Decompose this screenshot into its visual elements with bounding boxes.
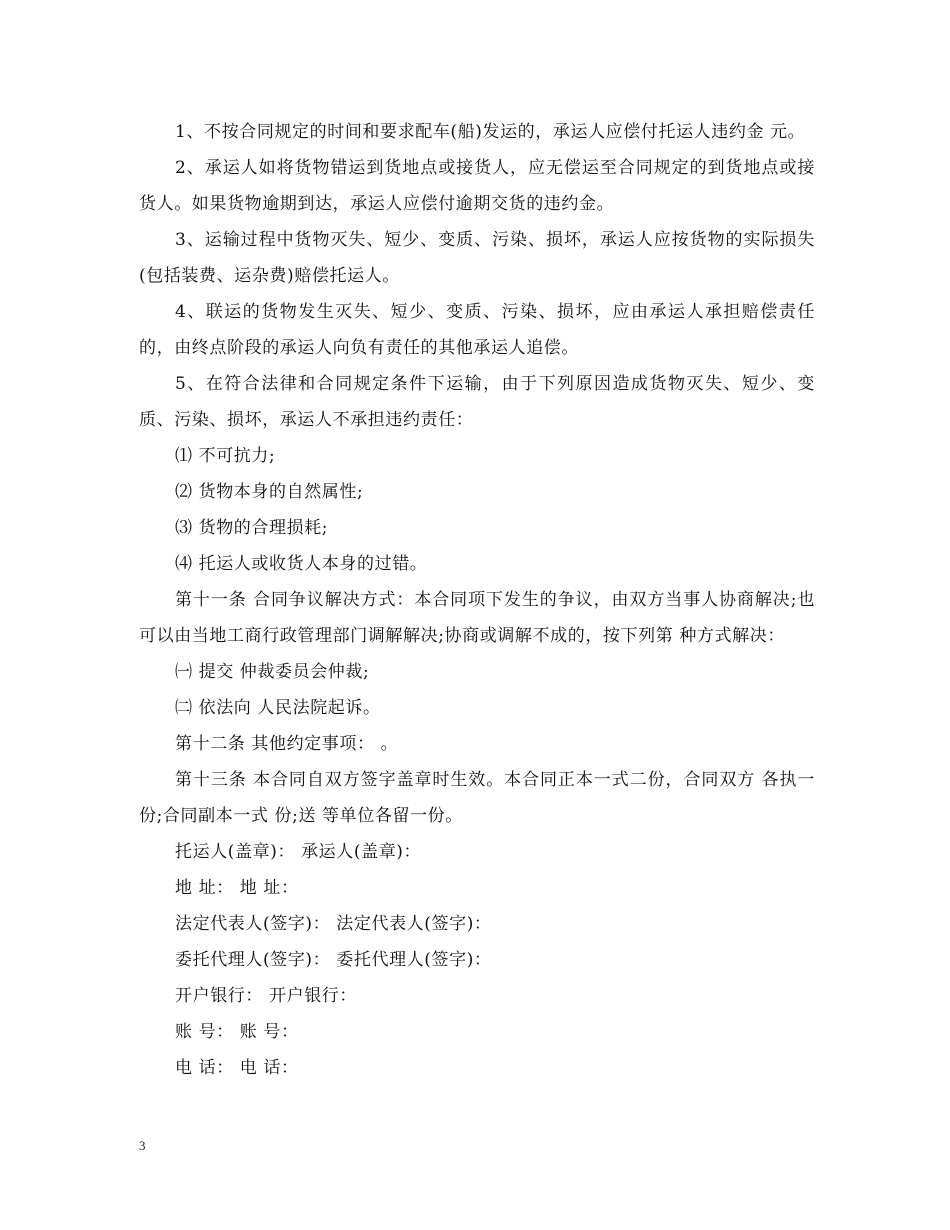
article-12-paragraph: 第十二条 其他约定事项： 。 <box>175 734 399 754</box>
dispute-option-2: ㈡ 依法向 人民法院起诉。 <box>175 698 381 718</box>
signature-seal-line: 托运人(盖章)： 承运人(盖章)： <box>175 842 422 862</box>
page-number: 3 <box>139 1138 146 1153</box>
clause-2-paragraph: 2、承运人如将货物错运到货地点或接货人，应无偿运至合同规定的到货地点或接货人。如果货物逾期到达，承运人应偿付逾期交货的违约金。 <box>139 158 815 214</box>
document-body <box>139 114 815 1086</box>
legal-representative-line: 法定代表人(签字)： 法定代表人(签字)： <box>175 914 492 934</box>
exemption-item-3: ⑶ 货物的合理损耗; <box>175 518 329 538</box>
clause-5-paragraph: 5、在符合法律和合同规定条件下运输，由于下列原因造成货物灭失、短少、变质、污染、损坏，承运人不承担违约责任： <box>139 374 815 430</box>
exemption-item-4: ⑷ 托运人或收货人本身的过错。 <box>175 554 428 574</box>
phone-line: 电 话： 电 话： <box>175 1058 299 1078</box>
authorized-agent-line: 委托代理人(签字)： 委托代理人(签字)： <box>175 950 492 970</box>
article-13-paragraph: 第十三条 本合同自双方签字盖章时生效。本合同正本一式二份，合同双方 各执一份;合同副本一式 份;送 等单位各留一份。 <box>139 770 815 826</box>
clause-4-paragraph: 4、联运的货物发生灭失、短少、变质、污染、损坏，应由承运人承担赔偿责任的，由终点阶段的承运人向负有责任的其他承运人追偿。 <box>139 302 815 358</box>
account-number-line: 账 号： 账 号： <box>175 1022 299 1042</box>
exemption-item-2: ⑵ 货物本身的自然属性; <box>175 482 364 502</box>
clause-3-paragraph: 3、运输过程中货物灭失、短少、变质、污染、损坏，承运人应按货物的实际损失(包括装费、运杂费)赔偿托运人。 <box>139 230 815 286</box>
exemption-item-1: ⑴ 不可抗力; <box>175 446 276 466</box>
clause-1-paragraph: 1、不按合同规定的时间和要求配车(船)发运的，承运人应偿付托运人违约金 元。 <box>175 122 806 142</box>
bank-line: 开户银行： 开户银行： <box>175 986 358 1006</box>
dispute-option-1: ㈠ 提交 仲裁委员会仲裁; <box>175 662 370 682</box>
article-11-paragraph: 第十一条 合同争议解决方式：本合同项下发生的争议，由双方当事人协商解决;也可以由当地工商行政管理部门调解解决;协商或调解不成的，按下列第 种方式解决： <box>139 590 815 646</box>
address-line: 地 址： 地 址： <box>175 878 299 898</box>
